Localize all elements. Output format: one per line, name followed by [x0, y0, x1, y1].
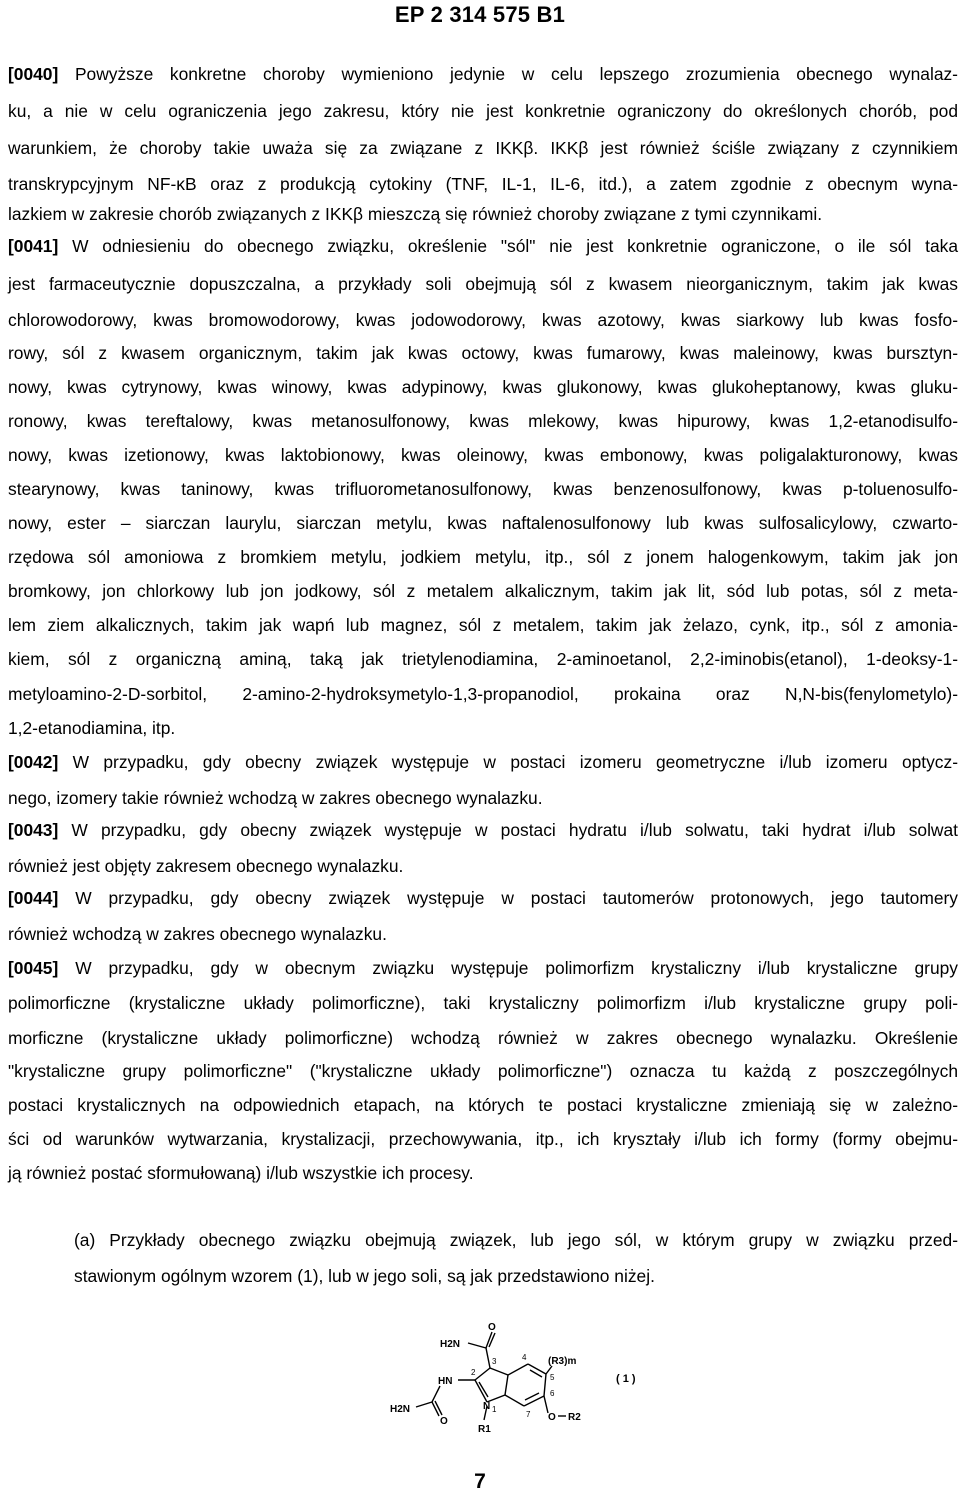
paragraph-ref: [0044] — [8, 888, 59, 908]
paragraph-ref: [0041] — [8, 236, 59, 256]
chemical-structure-formula-1 — [380, 1320, 700, 1440]
nh2-bottom-label: H2N — [390, 1404, 411, 1415]
page-number: 7 — [474, 1470, 486, 1493]
text-line: (a) Przykłady obecnego związku obejmują związek, lub jego sól, w którym grupy w związku przed- — [74, 1230, 958, 1250]
text-line: jest farmaceutycznie dopuszczalna, a przykłady soli obejmują sól z kwasem nieorganicznym, takim jak kwas — [8, 274, 958, 294]
position-2: 2 — [471, 1368, 476, 1377]
text-line: [0045] W przypadku, gdy w obecnym związku występuje polimorfizm krystaliczny i/lub krystaliczne grupy — [8, 958, 958, 978]
paragraph-ref: [0042] — [8, 752, 59, 772]
nh2-top-label: H2N — [440, 1339, 461, 1350]
paragraph-ref: [0045] — [8, 958, 59, 978]
text-line: ści od warunków wytwarzania, krystalizacji, przechowywania, itp., ich kryształy i/lub ich formy (formy obejmu- — [8, 1129, 958, 1149]
o-top-label: O — [488, 1322, 496, 1333]
text-line: [0041] W odniesieniu do obecnego związku, określenie "sól" nie jest konkretnie ograniczone, o ile sól taka — [8, 236, 958, 256]
text-line: [0040] Powyższe konkretne choroby wymieniono jedynie w celu lepszego zrozumienia obecnego wynalaz- — [8, 64, 958, 84]
position-4: 4 — [522, 1353, 527, 1362]
text-line: nego, izomery takie również wchodzą w zakres obecnego wynalazku. — [8, 788, 543, 808]
text-line: metyloamino-2-D-sorbitol, 2-amino-2-hydroksymetylo-1,3-propanodiol, prokaina oraz N,N-bis(fenylometylo)- — [8, 684, 958, 704]
text-line: postaci krystalicznych na odpowiednich etapach, na których te postaci krystaliczne zmieniają się w zależno- — [8, 1095, 958, 1115]
o-bottom-label: O — [440, 1416, 448, 1427]
patent-number-header: EP 2 314 575 B1 — [394, 2, 566, 27]
text-line: ronowy, kwas tereftalowy, kwas metanosulfonowy, kwas mlekowy, kwas hipurowy, kwas 1,2-etanodisulfo- — [8, 411, 958, 431]
text-line: lazkiem w zakresie chorób związanych z IKKβ mieszczą się również choroby związane z tymi czynnikami. — [8, 204, 823, 224]
text-line: "krystaliczne grupy polimorficzne" ("krystaliczne układy polimorficzne") oznacza tu każdą z poszczególnych — [8, 1061, 958, 1081]
text-line: bromkowy, jon chlorkowy lub jon jodkowy, sól z metalem alkalicznym, takim jak lit, sód lub potas, sól z meta- — [8, 581, 958, 601]
text-line: rowy, sól z kwasem organicznym, takim jak kwas octowy, kwas fumarowy, kwas maleinowy, kwas bursztyn- — [8, 343, 958, 363]
r2-label: R2 — [568, 1412, 581, 1423]
text-line: warunkiem, że choroby takie uważa się za związane z IKKβ. IKKβ jest również ściśle związany z czynnikiem — [8, 138, 958, 158]
text-line: nowy, kwas cytrynowy, kwas winowy, kwas adypinowy, kwas glukonowy, kwas glukoheptanowy, kwas gluku- — [8, 377, 958, 397]
text-line: ją również postać sformułowaną) i/lub wszystkie ich procesy. — [8, 1163, 474, 1183]
hn-label: HN — [438, 1376, 453, 1387]
paragraph-ref: [0043] — [8, 820, 59, 840]
position-5: 5 — [550, 1373, 555, 1382]
text-line: transkrypcyjnym NF-κB oraz z produkcją cytokiny (TNF, IL-1, IL-6, itd.), a zatem zgodnie z obecnym wyna- — [8, 174, 958, 194]
text-line: [0042] W przypadku, gdy obecny związek występuje w postaci izomeru geometryczne i/lub izomeru optycz- — [8, 752, 958, 772]
r3-label: (R3)m — [548, 1356, 577, 1367]
o-r2-label: O — [548, 1412, 556, 1423]
r1-label: R1 — [478, 1424, 491, 1435]
paragraph-ref: [0040] — [8, 64, 59, 84]
text-line: rzędowa sól amoniowa z bromkiem metylu, jodkiem metylu, itp., sól z jonem halogenkowym, takim jak jon — [8, 547, 958, 567]
text-line: nowy, ester – siarczan laurylu, siarczan metylu, kwas naftalenosulfonowy lub kwas sulfosalicylowy, czwarto- — [8, 513, 958, 533]
text-line: ku, a nie w celu ograniczenia jego zakresu, który nie jest konkretnie ograniczony do określonych chorób, pod — [8, 101, 958, 121]
text-line: również wchodzą w zakres obecnego wynalazku. — [8, 924, 387, 944]
text-line: również jest objęty zakresem obecnego wynalazku. — [8, 856, 404, 876]
text-line: [0044] W przypadku, gdy obecny związek występuje w postaci tautomerów protonowych, jego tautomery — [8, 888, 958, 908]
text-line: polimorficzne (krystaliczne układy polimorficzne), taki krystaliczny polimorfizm i/lub krystaliczne grupy poli- — [8, 993, 958, 1013]
position-7: 7 — [526, 1410, 531, 1419]
text-line: morficzne (krystaliczne układy polimorficzne) wchodzą również w zakres obecnego wynalazku. Określenie — [8, 1028, 958, 1048]
text-line: stearynowy, kwas taninowy, kwas trifluorometanosulfonowy, kwas benzenosulfonowy, kwas p-toluenosulfo- — [8, 479, 958, 499]
text-line: 1,2-etanodiamina, itp. — [8, 718, 176, 738]
text-line: lem ziem alkalicznych, takim jak wapń lub magnez, sól z metalem, takim jak żelazo, cynk, itp., sól z amonia- — [8, 615, 958, 635]
formula-number-label: ( 1 ) — [616, 1373, 636, 1385]
n-ring-label: N — [483, 1401, 491, 1412]
text-line: stawionym ogólnym wzorem (1), lub w jego soli, są jak przedstawiono niżej. — [74, 1266, 655, 1286]
text-line: kiem, sól z organiczną aminą, taką jak trietylenodiamina, 2-aminoetanol, 2,2-iminobis(etanol), 1-deoksy-1- — [8, 649, 958, 669]
position-1: 1 — [492, 1405, 497, 1414]
position-6: 6 — [550, 1389, 555, 1398]
text-line: chlorowodorowy, kwas bromowodorowy, kwas jodowodorowy, kwas azotowy, kwas siarkowy lub kwas fosfo- — [8, 310, 958, 330]
text-line: nowy, kwas izetionowy, kwas laktobionowy, kwas oleinowy, kwas embonowy, kwas poligalakturonowy, kwas — [8, 445, 958, 465]
text-line: [0043] W przypadku, gdy obecny związek występuje w postaci hydratu i/lub solwatu, taki hydrat i/lub solwat — [8, 820, 958, 840]
position-3: 3 — [492, 1357, 497, 1366]
